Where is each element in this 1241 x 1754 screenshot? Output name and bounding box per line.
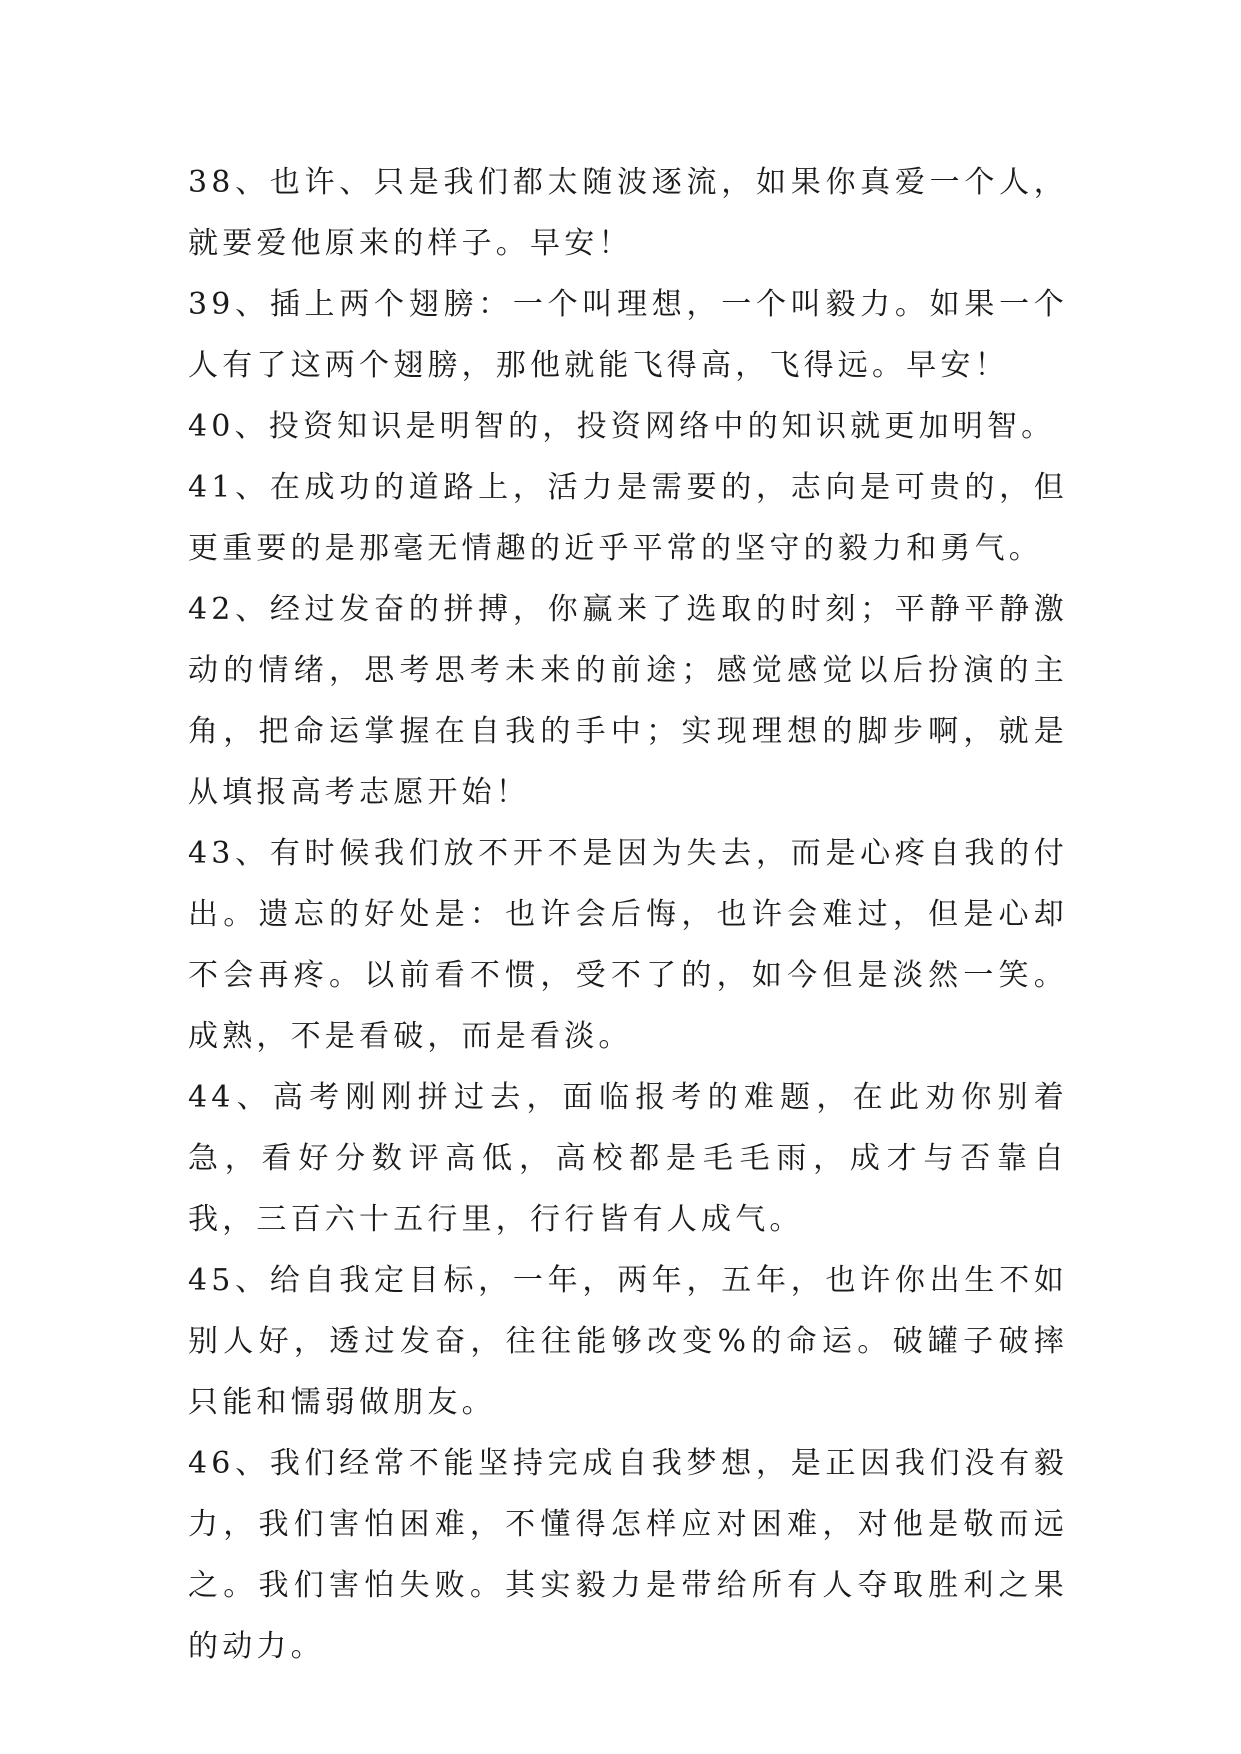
entry-41: 41、在成功的道路上，活力是需要的，志向是可贵的，但更重要的是那毫无情趣的近乎平常的坚守的毅力和勇气。 — [188, 470, 1068, 566]
entry-38: 38、也许、只是我们都太随波逐流，如果你真爱一个人，就要爱他原来的样子。早安！ — [188, 165, 1068, 261]
entry-43: 43、有时候我们放不开不是因为失去，而是心疼自我的付出。遗忘的好处是：也许会后悔，也许会难过，但是心却不会再疼。以前看不惯，受不了的，如今但是淡然一笑。成熟，不是看破，而是看淡。 — [188, 836, 1068, 1054]
entry-45: 45、给自我定目标，一年，两年，五年，也许你出生不如别人好，透过发奋，往往能够改变%的命运。破罐子破摔只能和懦弱做朋友。 — [188, 1263, 1068, 1420]
entry-42: 42、经过发奋的拼搏，你赢来了选取的时刻；平静平静激动的情绪，思考思考未来的前途；感觉感觉以后扮演的主角，把命运掌握在自我的手中；实现理想的脚步啊，就是从填报高考志愿开始！ — [188, 592, 1068, 810]
document-body — [188, 152, 1068, 1677]
entry-44: 44、高考刚刚拼过去，面临报考的难题，在此劝你别着急，看好分数评高低，高校都是毛毛雨，成才与否靠自我，三百六十五行里，行行皆有人成气。 — [188, 1080, 1068, 1237]
entry-40: 40、投资知识是明智的，投资网络中的知识就更加明智。 — [188, 409, 1056, 444]
entry-46: 46、我们经常不能坚持完成自我梦想，是正因我们没有毅力，我们害怕困难，不懂得怎样应对困难，对他是敬而远之。我们害怕失败。其实毅力是带给所有人夺取胜利之果的动力。 — [188, 1446, 1068, 1664]
entry-39: 39、插上两个翅膀：一个叫理想，一个叫毅力。如果一个人有了这两个翅膀，那他就能飞得高，飞得远。早安！ — [188, 287, 1068, 383]
